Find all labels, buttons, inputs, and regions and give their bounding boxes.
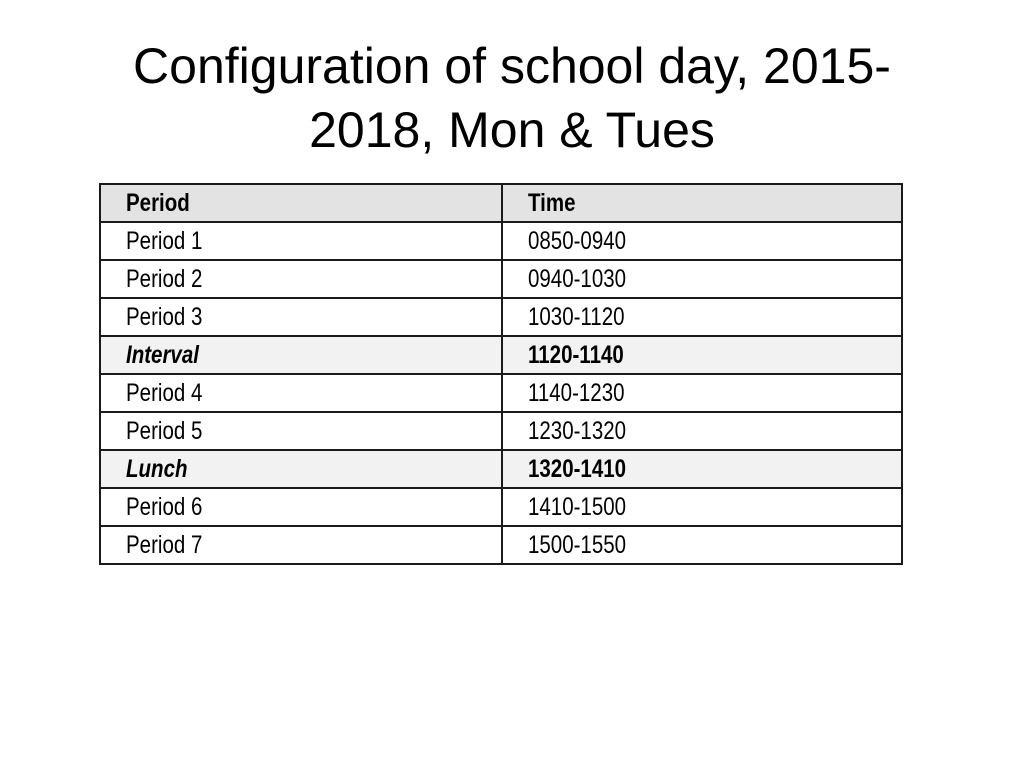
time-cell xyxy=(502,526,902,564)
table-row xyxy=(100,222,902,260)
period-cell xyxy=(100,412,502,450)
schedule-table xyxy=(99,183,903,565)
time-label: 1230-1320 xyxy=(528,416,627,445)
period-cell xyxy=(100,526,502,564)
period-cell xyxy=(100,222,502,260)
period-label: Lunch xyxy=(126,454,188,483)
table-row xyxy=(100,488,902,526)
table-row xyxy=(100,260,902,298)
table-row xyxy=(100,374,902,412)
period-label: Period 6 xyxy=(126,492,203,521)
time-label: 1500-1550 xyxy=(528,530,627,559)
time-cell xyxy=(502,488,902,526)
period-label: Interval xyxy=(126,340,199,369)
period-label: Period 1 xyxy=(126,226,203,255)
column-header-time xyxy=(502,184,902,222)
time-cell xyxy=(502,260,902,298)
header-row xyxy=(100,184,902,222)
period-cell xyxy=(100,260,502,298)
period-cell xyxy=(100,374,502,412)
time-label: 1410-1500 xyxy=(528,492,627,521)
period-label: Period 7 xyxy=(126,530,203,559)
period-cell xyxy=(100,298,502,336)
time-label: 1320-1410 xyxy=(528,454,627,483)
period-cell xyxy=(100,488,502,526)
time-label: 0850-0940 xyxy=(528,226,627,255)
period-label: Period 4 xyxy=(126,378,203,407)
time-label: 0940-1030 xyxy=(528,264,627,293)
period-label: Period 3 xyxy=(126,302,203,331)
time-cell xyxy=(502,374,902,412)
time-cell xyxy=(502,298,902,336)
period-label: Period 5 xyxy=(126,416,203,445)
time-label: 1120-1140 xyxy=(528,340,624,369)
period-label: Period 2 xyxy=(126,264,203,293)
period-cell xyxy=(100,336,502,374)
column-header-period xyxy=(100,184,502,222)
column-header-period-label: Period xyxy=(126,188,190,217)
time-cell xyxy=(502,336,902,374)
time-cell xyxy=(502,222,902,260)
table-row xyxy=(100,526,902,564)
table-row-break xyxy=(100,336,902,374)
schedule-table-body xyxy=(100,222,902,564)
period-cell xyxy=(100,450,502,488)
table-row xyxy=(100,412,902,450)
schedule-table-header xyxy=(100,184,902,222)
time-label: 1030-1120 xyxy=(528,302,625,331)
slide-title-line-2: 2018, Mon & Tues xyxy=(309,102,715,158)
column-header-time-label: Time xyxy=(528,188,576,217)
table-row xyxy=(100,298,902,336)
table-row-break xyxy=(100,450,902,488)
slide-title xyxy=(0,34,1024,162)
time-label: 1140-1230 xyxy=(528,378,625,407)
slide-title-line-1: Configuration of school day, 2015- xyxy=(133,38,891,94)
time-cell xyxy=(502,412,902,450)
time-cell xyxy=(502,450,902,488)
